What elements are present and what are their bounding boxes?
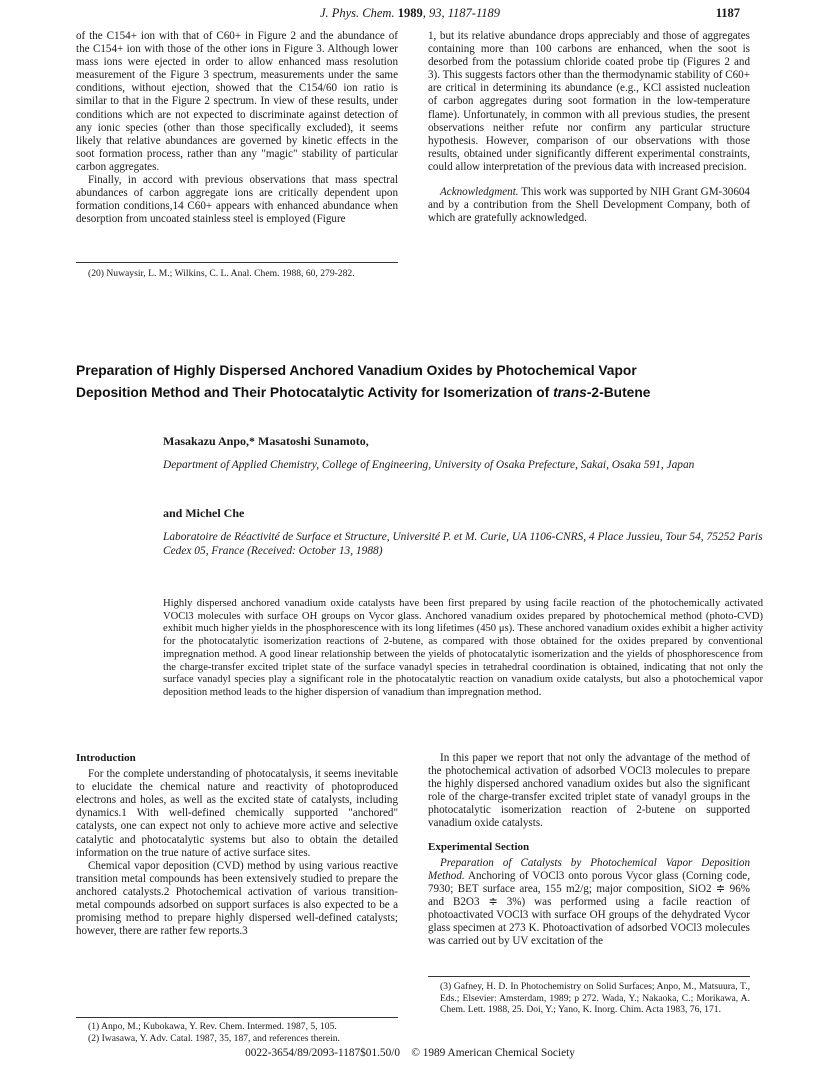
page-number: 1187 [715,6,740,20]
journal-pages: , 1187-1189 [441,6,501,20]
page-footer [0,1047,820,1059]
prev-footnote-20: (20) Nuwaysir, L. M.; Wilkins, C. L. Anal. Chem. 1988, 60, 279-282. [88,268,355,279]
journal-volume: 93 [428,6,442,20]
footnote-1: (1) Anpo, M.; Kubokawa, Y. Rev. Chem. Intermed. 1987, 5, 105. [88,1021,337,1032]
authors-group-2: and Michel Che [163,506,245,520]
experimental-column [428,752,750,948]
footnote-3: (3) Gafney, H. D. In Photochemistry on Solid Surfaces; Anpo, M., Matsuura, T., Eds.; Elsevier: Amsterdam, 1989; p 272. Wada, Y.; Nakaoka, C.; Morikawa, A. Chem. Lett. 1988, 25. Doi, Y.; Yano, K. Inorg. Chim. Acta 1983, 76, 171. [440,981,750,1015]
issn-code: 0022-3654/89/2093-1187$01.50/0 [245,1047,401,1059]
prev-left-paragraph-2: Finally, in accord with previous observations that mass spectral abundances of carbon aggregate ions are critically dependent upon formation conditions,14 C60+ appears with enhanced abundance when desorption from uncoated stainless steel is employed (Figure [76,174,398,226]
title-end: -2-Butene [586,385,651,400]
title-line-1: Preparation of Highly Dispersed Anchored Vanadium Oxides by Photochemical Vapor [76,363,637,378]
running-header: J. Phys. Chem. 1989, 93, 1187-1189 [319,6,501,20]
footnote-2: (2) Iwasawa, Y. Adv. Catal. 1987, 35, 187, and references therein. [88,1032,340,1044]
experimental-heading: Experimental Section [428,840,530,853]
acknowledgment-text: This work was supported by NIH Grant GM-30604 and by a contribution from the Shell Development Company, both of which are gratefully acknowledged. [428,186,750,225]
footnote-rule-right [428,976,750,977]
title-trans: trans [553,385,587,400]
authors-group-1: Masakazu Anpo,* Masatoshi Sunamoto, [163,434,369,448]
prev-right-paragraph-1: 1, but its relative abundance drops appreciably and those of aggregates containing more than 100 carbons are enhanced, when the soot is desorbed from the potassium chloride coated probe tip (Figures 2 and 3). This suggests factors other than the thermodynamic stability of C60+ are critical in determining its abundance (e.g., KCl assisted nucleation of carbon aggregates during soot formation in the low-temperature flame). Unfortunately, in common with all previous studies, the present observations neither refute nor confirm any particular structure hypothesis. However, comparison of our observations with those results, obtained under significantly different experimental constraints, could allow interpretation of the previous data with increased precision. [428,30,750,173]
experimental-paragraph [428,857,750,949]
affiliation-2: Laboratoire de Réactivité de Surface et Structure, Université P. et M. Curie, UA 1106-CNRS, 4 Place Jussieu, Tour 54, 75252 Paris Cedex 05, France (Received: October 13, 1988) [163,531,763,557]
introduction-paragraph-2: Chemical vapor deposition (CVD) method by using various reactive transition metal compounds has been extensively studied to prepare the anchored catalysts.2 Photochemical activation of various transition-metal compounds adsorbed on support surfaces is also expected to be a promising method to prepare highly dispersed well-defined catalysts; however, there are rather few reports.3 [76,859,398,938]
article-title [76,360,776,404]
introduction-heading: Introduction [76,752,136,764]
footnote-rule-left [76,1017,398,1018]
introduction-column [76,752,398,938]
title-line-2 [76,382,776,404]
prev-left-paragraph-1: of the C154+ ion with that of C60+ in Figure 2 and the abundance of the C154+ ion with those of the other ions in Figure 3. Although lower mass ions were ejected in order to allow enhanced mass resolution measurement of the Figure 3 spectrum, measurements under the same conditions, without ejection, showed that the C154/60 ion ratio is similar to that in the Figure 2 spectrum. In view of these results, under conditions which are not expected to discriminate against detection of any ionic species (other than those specifically excluded), it seems likely that relative abundances are governed by kinetic effects in the soot formation process, rather than any "magic" stability of particular carbon aggregates. [76,30,398,173]
experimental-text: Anchoring of VOCl3 onto porous Vycor glass (Corning code, 7930; BET surface area, 155 m2/g; major composition, SiO2 ≑ 96% and B2O3 ≑ 3%) was performed using a facile reaction of photoactivated VOCl3 with surface OH groups of the dehydrated Vycor glass specimen at 273 K. Photoactivation of adsorbed VOCl3 molecules was carried out by UV excitation of the [428,869,750,948]
copyright: © 1989 American Chemical Society [411,1047,575,1059]
abstract: Highly dispersed anchored vanadium oxide catalysts have been first prepared by using facile reaction of the photochemically activated VOCl3 molecules with surface OH groups on Vycor glass. Anchored vanadium oxides prepared by photochemical method (photo-CVD) exhibit much higher yields in the phosphorescence with its long lifetimes (450 μs). These anchored vanadium oxides exhibit a higher activity for the photocatalytic isomerization reactions of 2-butene, as compared with those obtained for the oxides prepared by conventional impregnation method. A good linear relationship between the yields of photocatalytic isomerization and the yields of phosphorescence from the charge-transfer excited triplet state of the surface vanadyl species in tetrahedral coordination is obtained, indicating that not only the surface vanadyl species play a significant role in the photocatalytic reaction on vanadium oxide catalysts, but also a photochemical vapor deposition method leads to the higher dispersion of vanadium than impregnation method. [163,598,763,698]
intro-continuation-paragraph: In this paper we report that not only the advantage of the method of the photochemical activation of adsorbed VOCl3 molecules to prepare the highly dispersed anchored vanadium oxides but also the significant role of the charge-transfer excited triplet state of vanadyl groups in the photocatalytic isomerization reaction of 2-butene on supported vanadium oxide catalysts. [428,752,750,830]
prev-article-left-column [76,30,398,226]
footnotes-left [76,1021,398,1044]
title-line-2-main: Deposition Method and Their Photocatalytic Activity for Isomerization of [76,385,550,400]
footnote-rule [76,262,398,263]
experimental-subheading: Preparation of Catalysts by Photochemical Vapor Deposition Method. [428,856,750,882]
journal-name: J. Phys. Chem. [319,6,395,20]
introduction-paragraph-1: For the complete understanding of photocatalysis, it seems inevitable to elucidate the chemical nature and reactivity of photoproduced electrons and holes, as well as the excited state of catalysts, including dynamics.1 With well-defined chemically supported "anchored" catalysts, one can expect not only to achieve more active and selective catalytic and photocatalytic systems but also to obtain the detailed information on the true nature of active surface sites. [76,768,398,859]
acknowledgment-paragraph [428,186,750,225]
journal-year: 1989 [397,6,423,20]
acknowledgment-label: Acknowledgment. [440,186,519,199]
affiliation-1: Department of Applied Chemistry, College of Engineering, University of Osaka Prefecture, Sakai, Osaka 591, Japan [163,459,695,471]
prev-article-right-column [428,30,750,225]
